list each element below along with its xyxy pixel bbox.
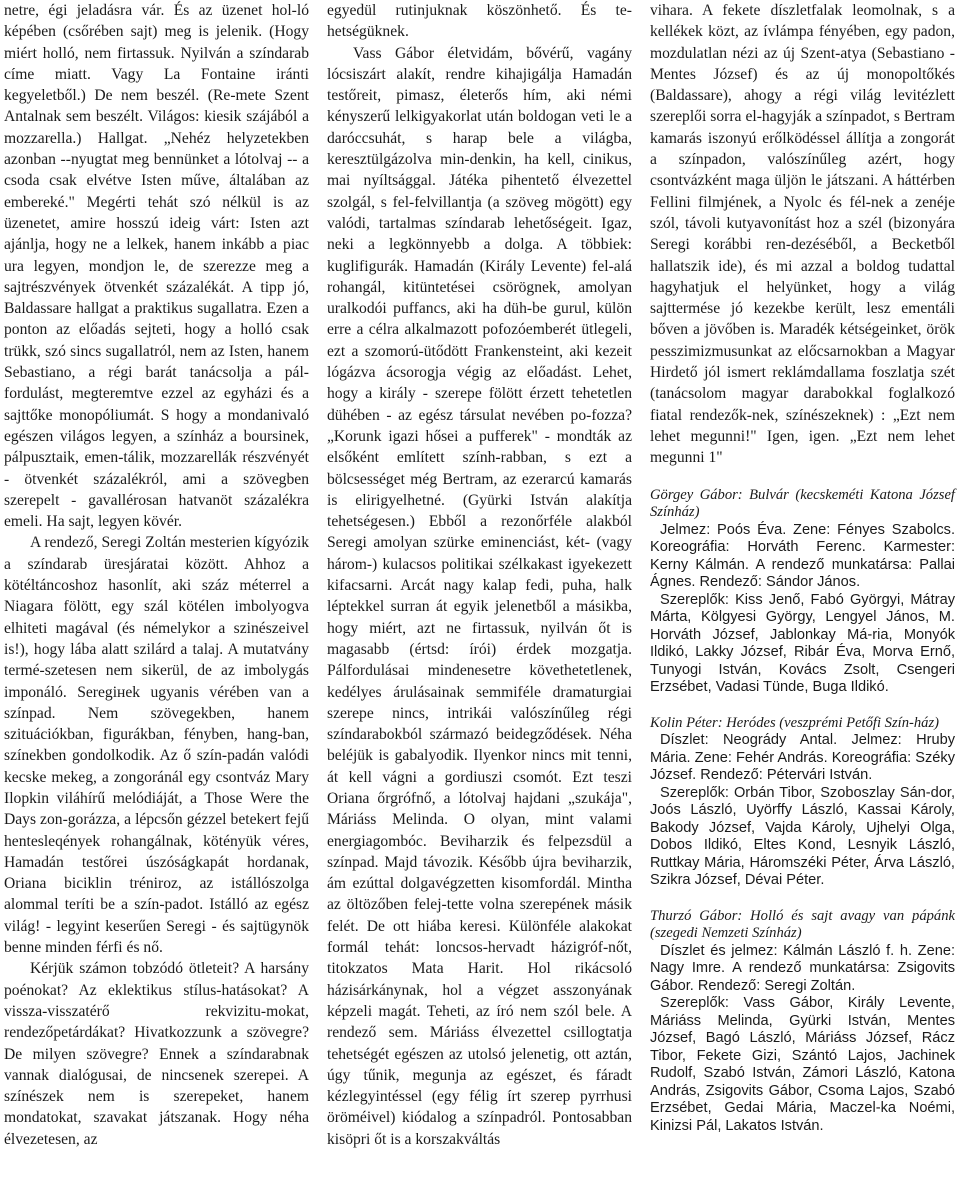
article-paragraph: vihara. A fekete díszletfalak leomolnak, s a kellékek közt, az ívlámpa fényében, egy padon, mozdulatlan nézi az új Szent-atya (Sebastiano - Mentes József) és az új monopoltőkés (Baldassare), ahogy a régi világ levitézlett szereplői sorra el-hagyják a színpadot, s Bertram kamarás iszonyú erőlködéssel állítja a zongorát a színpadon, valószínűleg azért, hogy csontvázként maga üljön le játszani. A háttérben Fellini filmjének, a Nyolc és fél-nek a zenéje szól, távoli kutyavonítást hoz a szél (bizonyára Seregi korábbi ren-dezéséből, a Becketből hallatszik ide), és mi azzal a boldog tudattal hagyhatjuk el helyünket, hogy a világ sajttermése jó kezekbe került, lesz ementáli bőven a jövőben is. Maradék kétségeinket, örök pesszimizmusunkat az előcsarnokban a Magyar Hirdető jól ismert reklámdallama foszlatja szét (tanácsolom magyar darabokkal foglalkozó fiatal rendezők-nek, színészeknek) : „Ezt nem lehet megunni!" Igen, igen. „Ezt nem lehet megunni 1" (650, 2, 955, 467)
credit-line: Díszlet: Neogrády Antal. Jelmez: Hruby Mária. Zene: Fehér András. Koreográfia: Széky József. Rendező: Pétervári István. (650, 732, 955, 784)
review-conclusion (650, 0, 955, 469)
production-heading: Görgey Gábor: Bulvár (kecskeméti Katona József Színház) (650, 486, 955, 521)
credit-line: Díszlet és jelmez: Kálmán László f. h. Zene: Nagy Imre. A rendező munkatársa: Zsigovits Gábor. Rendező: Seregi Zoltán. (650, 942, 955, 994)
credit-line: Szereplők: Orbán Tibor, Szoboszlay Sán-dor, Joós László, Uyörffy László, Kassai Károly, Bakody József, Vajda Károly, Ujhelyi Olga, Dobos Ildikó, Eltes Kond, Lesnyik László, Ruttkay Mária, Háromszéki Péter, Árva László, Szikra József, Dévai Péter. (650, 784, 955, 889)
credit-line: Szereplők: Kiss Jenő, Fabó Györgyi, Mátray Márta, Kölgyesi György, Lengyel János, M. Horváth József, Jablonkay Má-ria, Monyók Ildikó, Lakky József, Ribár Éva, Morva Ernő, Tunyogi István, Kovács Zsolt, Csengeri Erzsébet, Vadasi Tünde, Buga Ildikó. (650, 591, 955, 696)
article-paragraph: Kérjük számon tobzódó ötleteit? A harsány poénokat? Az eklektikus stílus-hatásokat? A vissza-visszatérő rekvizitu-mokat, rendezőpetárdákat? Hivatkozzunk a szövegre? De milyen szövegre? Ennek a színdarabnak vannak dialógusai, de nincsenek szerepei. A színészek nem is szerepeket, hanem mondatokat, szavakat játszanak. Hogy néha élvezetesen, az (4, 960, 309, 1148)
credit-line: Jelmez: Poós Éva. Zene: Fényes Szabolcs. Koreográfia: Horváth Ferenc. Karmester: Kerny Kálmán. A rendező munkatársa: Pallai Ágnes. Rendező: Sándor János. (650, 521, 955, 591)
credit-line: Szereplők: Vass Gábor, Király Levente, Máriáss Melinda, Gyürki István, Mentes József, Bagó László, Máriáss József, Rácz Tibor, Fekete Gizi, Szántó Lajos, Jachinek Rudolf, Szabó István, Zámori László, Katona András, Zsigovits Gábor, Csoma Lajos, Szabó Erzsébet, Gedai Mária, Maczel-ka Noémi, Kinizsi Pál, Lakatos István. (650, 995, 955, 1134)
text-column-1 (4, 0, 309, 1150)
text-column-3 (650, 0, 955, 1135)
article-paragraph: A rendező, Seregi Zoltán mesterien kígyózik a színdarab üresjáratai között. Ahhoz a kötéltáncoshoz hasonlít, aki száz méterrel a Niagara fölött, egy szál kötélen imbolyogva elhiteti magával (és némelykor a szinészeivel is!), hogy lába alatt szilárd a talaj. A mutatvány termé-szetesen nem sikerül, de az imbolygás imponáló. Seregiнek ugyanis vérében van a színpad. Nem szövegekben, hanem szituációkban, figurákban, fényben, hang-ban, színekben gondolkodik. Az ő szín-padán valódi kecske mekeg, a zongoránál egy csontváz Mary Ilopkin viláhírű melódiáját, a Those Were the Days zon-gorázza, a lépcsőn gézzel betekert fejű hentesleqények rohangálnak, kötényük véres, Hamadán testőrei úszóságkapát hordanak, Oriana biciklin tréniroz, az istállószolga alommal teríti be a szín-padot. Istálló az egész világ! - legyint keserűen Seregi - és sajtügynök benne minden férfi és nő. (4, 534, 309, 957)
production-credits (650, 487, 955, 1136)
article-paragraph: egyedül rutinjuknak köszönhető. És te-hetségüknek. (327, 2, 632, 41)
production-heading: Thurzó Gábor: Holló és sajt avagy van pápánk (szegedi Nemzeti Színház) (650, 907, 955, 942)
text-column-2 (327, 0, 632, 1150)
production-heading: Kolin Péter: Heródes (veszprémi Petőfi Szín-ház) (650, 714, 939, 731)
article-paragraph: netre, égi jeladásra vár. És az üzenet hol-ló képében (csőrében sajt) meg is jelenik. (Hogy miért holló, nem firtassuk. Nyilván a színdarab címe miatt. Vagy La Fontaine iránti kegyeletből.) De nem beszél. (Re-mete Szent Antalnak sem beszélt. Világos: kiesik szájából a mozzarella.) Hallgat. „Nehéz helyzetekben azonban --nyugtat meg bennünket a lótolvaj -- a csoda csak elvétve Isten műve, általában az embereké." Megérti tehát szó nélkül is az üzenetet, amire hosszú ideig várt: Isten azt ajánlja, hogy ne a lelkek, hanem inkább a piac ura legyen, mondjon le, de szerezze meg a sajtrészvények ötvenkét százalékát. A tipp jó, Baldassare hallgat a praktikus sugallatra. Ezen a ponton az előadás sejteti, hogy a holló csak trükk, szó sincs sugallatról, nem az Isten, hanem Sebastiano, a régi barát tanácsolja a pál-fordulást, megteremtve ezzel az egyházi és a sajttőke monopóliumát. S hogy a mondanivaló egészen világos legyen, a színház a boursinek, pálpusztaik, emen-tálik, mozzarellák részvényét - ötvenkét százalékról, ami a szövegben szerepelt - gavallérosan hatvanöt százalékra emeli. Ha sajt, legyen kövér. (4, 2, 309, 531)
article-paragraph: Vass Gábor életvidám, bővérű, vagány lócsiszárt alakít, rendre kihajigálja Hamadán testőreit, pimasz, életerős hím, aki némi kényszerű lelkigyakorlat után boldogan veti le a daróccsuhát, s harap bele a világba, keresztülgázolva min-denkin, ha kell, cinikus, mai nyíltsággal. Játéka pihentető élvezettel szolgál, s fel-felvillantja (a szöveg mögött) egy valódi, tartalmas színdarab lehetőségeit. Igaz, neki a legkönnyebb a dolga. A többiek: kuglifigurák. Hamadán (Király Levente) fel-alá rohangál, kitüntetései csörögnek, amolyan uralkodói puffancs, aki ha düh-be gurul, külön erre a célra alkalmazott pofozóemberét ütlegeli, ezt a szomorú-ütődött Frankensteint, aki kezeit lógázva ácsorogja végig az előadást. Lehet, hogy a király - szerepe fölött érzett tehetetlen dühében - az egész társulat nevében po-fozza? „Korunk igazi hősei a pufferek" - mondták az elsőként említett szính-rabban, s ezt a bölcsességet még Bertram, az ezerarcú kamarás is elirigyelhetné. (Gyürki István alakítja tehetségesen.) Ebből a rezonőrféle alakból Seregi amolyan szürke eminenciást, két- (vagy három-) kulacsos politikai szélkakast igyekezett kifacsarni. Arcát nagy kalap fedi, puha, halk léptekkel surran át egyik jelenetből a másikba, hogy miért, azt ne firtassuk, nyilván őt is magasabb (értsd: írói) érdek mozgatja. Pálfordulásai mindenesetre követhetetlenek, kedélyes árulásainak semmiféle dramaturgiai szerepe nincs, intrikái valószínűleg régi színdarabokból származó beidegződések. Néha beléjük is gabalyodik. Ilyenkor nincs mit tenni, át kell vágni a gordiuszi csomót. Ezt teszi Oriana őrgrófnő, a lótolvaj hajdani „szukája", Máriáss Melinda. O olyan, mint valami energiagombóc. Beviharzik és felpezsdül a színpad. Majd távozik. Később újra beviharzik, ám ezúttal dolgavégzetten kisomfordál. Mintha az öltözőben felej-tette volna szerepének másik felét. De ott hiába keresi. Különféle alakokat formál tehát: loncsos-hervadt házigróf-nőt, titokzatos Mata Harit. Hol rikácsoló házisárkánynak, hol a végzet asszonyának képzeli magát. Teheti, az író nem szól bele. A rendező sem. Máriáss élvezettel csillogtatja tehetségét egészen az utolsó jelenetig, ott aztán, úgy tűnik, megunja az egészet, és fáradt kézlegyintéssel (egy félig írt szerep pyrrhusi öröméivel) kiódalog a színpadról. Pontosabban kisöpri őt is a korszakváltás (327, 44, 632, 1148)
